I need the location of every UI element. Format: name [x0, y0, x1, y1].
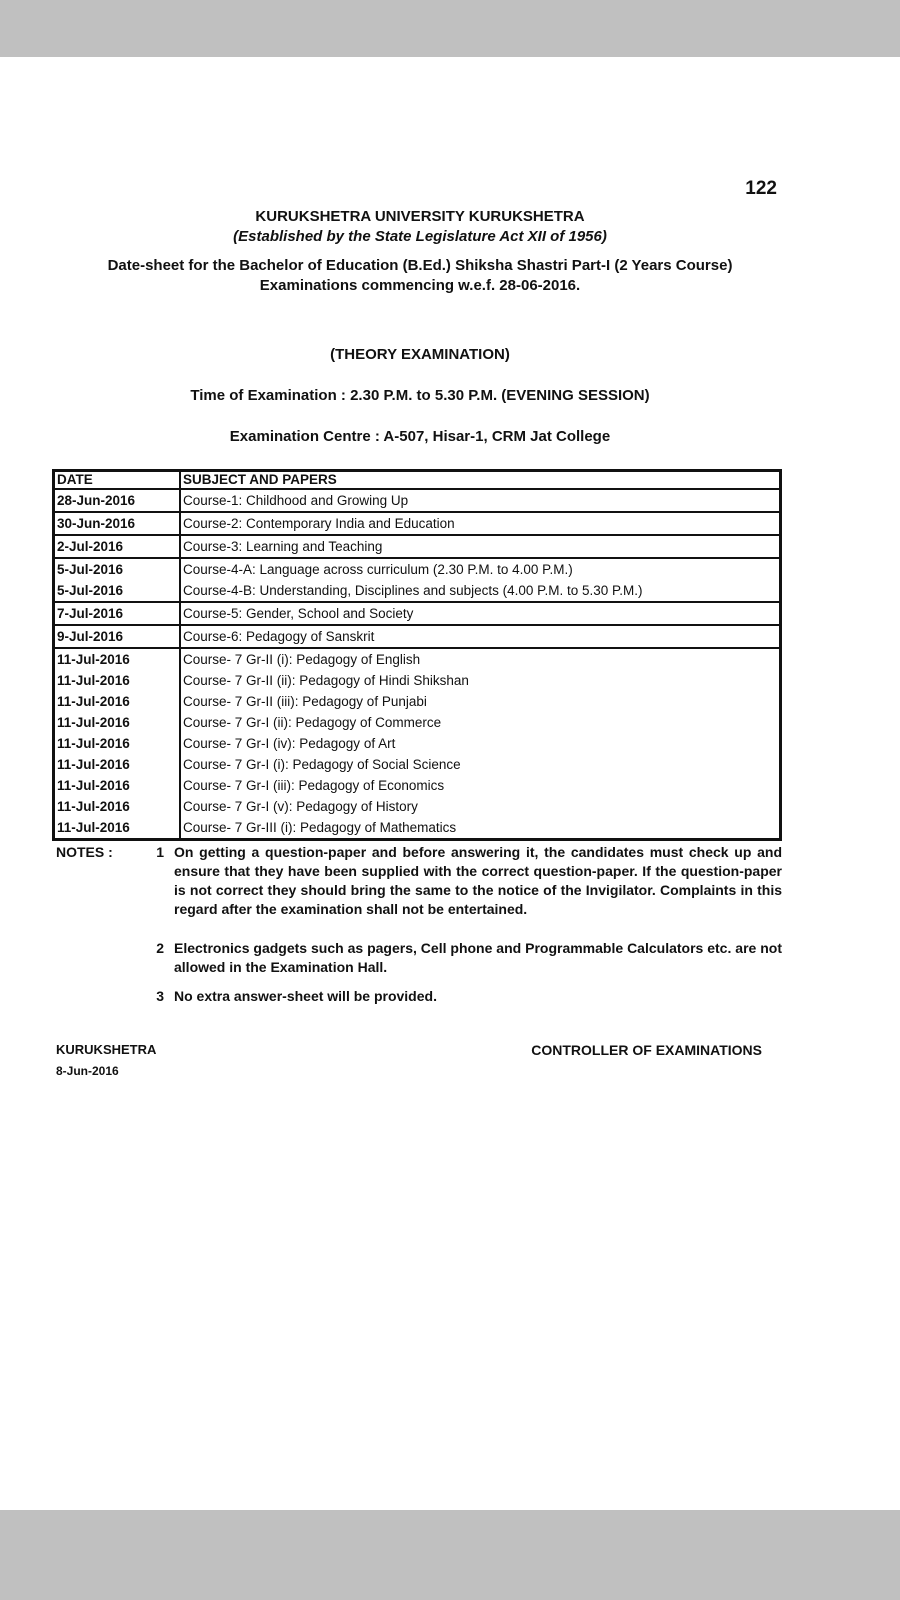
- content-flow: [52, 469, 782, 1086]
- notes-label: NOTES :: [56, 844, 113, 860]
- table-row: [54, 775, 781, 796]
- row-subject: Course- 7 Gr-I (i): Pedagogy of Social Science: [180, 754, 781, 775]
- row-date: 11-Jul-2016: [54, 670, 181, 691]
- row-subject: Course-2: Contemporary India and Education: [180, 512, 781, 535]
- note-text: No extra answer-sheet will be provided.: [174, 988, 437, 1004]
- table-row: [54, 691, 781, 712]
- bottom-bar: [0, 1510, 900, 1600]
- table-row: [54, 796, 781, 817]
- row-date: 30-Jun-2016: [54, 512, 181, 535]
- row-date: 2-Jul-2016: [54, 535, 181, 558]
- table-row: [54, 648, 781, 670]
- row-subject: Course-1: Childhood and Growing Up: [180, 489, 781, 512]
- table-row: [54, 512, 781, 535]
- top-bar: [0, 0, 900, 57]
- exam-centre: Examination Centre : A-507, Hisar-1, CRM Jat College: [229, 428, 611, 445]
- table-row: [54, 733, 781, 754]
- table-header: [54, 471, 781, 490]
- note-text: On getting a question-paper and before answering it, the candidates must check up and ensure that they have been supplied with the correct question-paper. If the question-paper is not correct they should bring the same to the notice of the Invigilator. Complaints in this regard after the examination shall not be entertained.: [174, 844, 782, 917]
- row-subject: Course-3: Learning and Teaching: [180, 535, 781, 558]
- page-number: 122: [745, 178, 777, 199]
- row-date: 11-Jul-2016: [54, 796, 181, 817]
- table-row: [54, 535, 781, 558]
- footer-signatory: CONTROLLER OF EXAMINATIONS: [531, 1042, 762, 1058]
- row-subject: Course- 7 Gr-II (i): Pedagogy of English: [180, 648, 781, 670]
- header-subject: SUBJECT AND PAPERS: [180, 471, 781, 490]
- table-row: [54, 580, 781, 602]
- row-date: 5-Jul-2016: [54, 558, 181, 580]
- notes-section: [52, 843, 782, 1006]
- exam-time: Time of Examination : 2.30 P.M. to 5.30 P.M. (EVENING SESSION): [190, 387, 650, 404]
- row-date: 11-Jul-2016: [54, 775, 181, 796]
- row-subject: Course- 7 Gr-II (ii): Pedagogy of Hindi Shikshan: [180, 670, 781, 691]
- table-row: [54, 489, 781, 512]
- row-date: 5-Jul-2016: [54, 580, 181, 602]
- row-subject: Course- 7 Gr-I (ii): Pedagogy of Commerce: [180, 712, 781, 733]
- row-subject: Course- 7 Gr-II (iii): Pedagogy of Punjabi: [180, 691, 781, 712]
- note-number: 2: [156, 940, 164, 956]
- note-item: [56, 939, 782, 977]
- table-row: [54, 602, 781, 625]
- note-item: [56, 987, 782, 1006]
- datesheet-title: [0, 256, 840, 296]
- row-date: 9-Jul-2016: [54, 625, 181, 648]
- row-subject: Course- 7 Gr-I (iii): Pedagogy of Economics: [180, 775, 781, 796]
- table-row: [54, 625, 781, 648]
- row-date: 11-Jul-2016: [54, 817, 181, 840]
- row-date: 28-Jun-2016: [54, 489, 181, 512]
- row-date: 11-Jul-2016: [54, 712, 181, 733]
- table-row: [54, 817, 781, 840]
- row-date: 7-Jul-2016: [54, 602, 181, 625]
- datesheet-line-1: Date-sheet for the Bachelor of Education (B.Ed.) Shiksha Shastri Part-I (2 Years Course): [107, 257, 733, 274]
- established-note: (Established by the State Legislature Act XII of 1956): [233, 228, 607, 245]
- row-subject: Course- 7 Gr-III (i): Pedagogy of Mathematics: [180, 817, 781, 840]
- note-item: [56, 843, 782, 919]
- row-subject: Course-6: Pedagogy of Sanskrit: [180, 625, 781, 648]
- table-row: [54, 670, 781, 691]
- note-number: 1: [156, 844, 164, 860]
- exam-type: (THEORY EXAMINATION): [330, 346, 510, 363]
- table-row: [54, 754, 781, 775]
- row-date: 11-Jul-2016: [54, 648, 181, 670]
- footer-date: 8-Jun-2016: [56, 1064, 119, 1078]
- row-subject: Course- 7 Gr-I (v): Pedagogy of History: [180, 796, 781, 817]
- row-date: 11-Jul-2016: [54, 754, 181, 775]
- datesheet-line-2: Examinations commencing w.e.f. 28-06-2016.: [259, 277, 581, 294]
- row-subject: Course-5: Gender, School and Society: [180, 602, 781, 625]
- row-subject: Course-4-B: Understanding, Disciplines and subjects (4.00 P.M. to 5.30 P.M.): [180, 580, 781, 602]
- note-number: 3: [156, 988, 164, 1004]
- footer: [52, 1042, 782, 1086]
- university-name: KURUKSHETRA UNIVERSITY KURUKSHETRA: [255, 208, 585, 225]
- row-date: 11-Jul-2016: [54, 733, 181, 754]
- table-row: [54, 558, 781, 580]
- row-date: 11-Jul-2016: [54, 691, 181, 712]
- row-subject: Course- 7 Gr-I (iv): Pedagogy of Art: [180, 733, 781, 754]
- datesheet-table: [52, 469, 782, 841]
- row-subject: Course-4-A: Language across curriculum (2.30 P.M. to 4.00 P.M.): [180, 558, 781, 580]
- header-date: DATE: [54, 471, 181, 490]
- table-row: [54, 712, 781, 733]
- footer-place: KURUKSHETRA: [56, 1042, 157, 1057]
- note-text: Electronics gadgets such as pagers, Cell phone and Programmable Calculators etc. are not allowed in the Examination Hall.: [174, 940, 782, 975]
